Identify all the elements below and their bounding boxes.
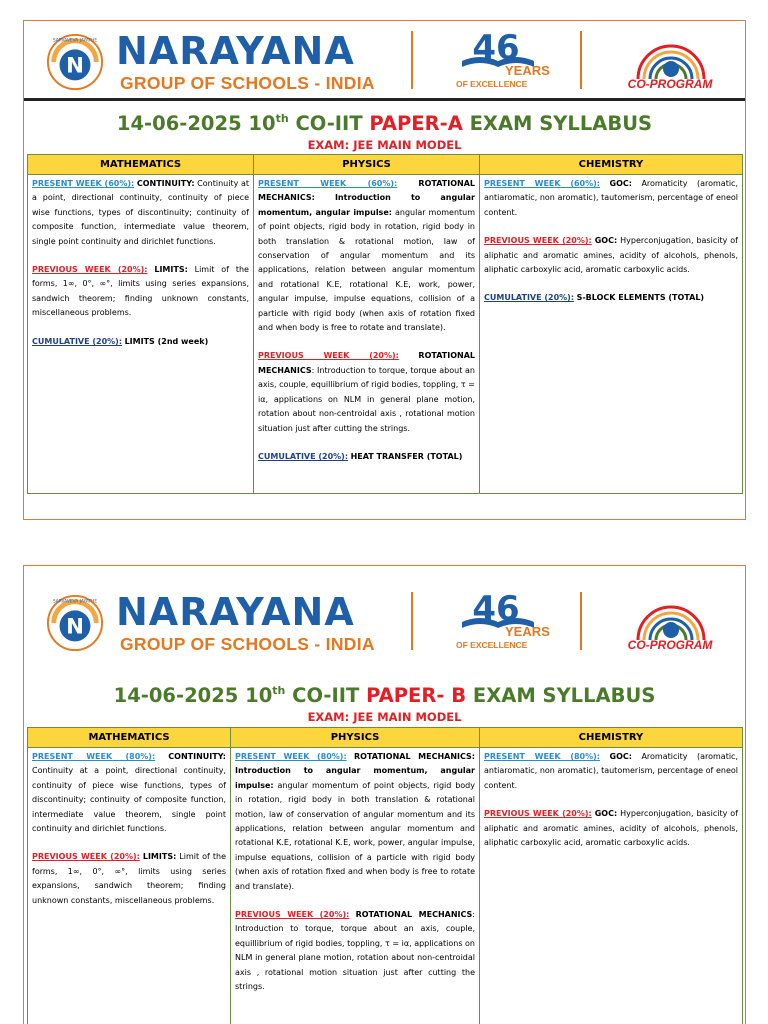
page-title [24,684,745,707]
header-rule [24,98,745,101]
previous-week-block [32,850,226,908]
present-week-label: PRESENT WEEK (60%): [484,179,600,188]
table-row [28,748,743,1024]
previous-week-block [32,263,249,321]
page-title [24,112,745,135]
syllabus-table [27,727,743,1024]
present-week-block [235,750,475,894]
topic-text: Continuity at a point, directional continuity, continuity of piece wise functions, types of discontinuity; continuity of composite function, intermediate value theorem, single point continuity and dirichlet functions. [32,179,249,246]
excellence-label: OF EXCELLENCE [456,79,528,89]
years-label: YEARS [505,63,550,78]
title-date: 14-06-2025 10 [116,112,276,135]
co-program-label: CO-PROGRAM [627,638,713,652]
present-week-block [32,750,226,836]
present-week-label: PRESENT WEEK (60%): [32,179,135,188]
brand-name: NARAYANA [116,590,355,634]
title-superscript: th [272,684,286,697]
title-paper: PAPER- B [366,684,467,707]
topic-text: Aromaticity (aromatic, antiaromatic, non aromatic), tautomerism, percentage of eneol content. [484,752,739,790]
previous-week-label: PREVIOUS WEEK (20%): [258,351,399,361]
brand-subtitle: GROUP OF SCHOOLS - INDIA [120,73,375,93]
title-course: CO-IIT [288,112,370,135]
table-row [28,175,743,494]
topic-name: ROTATIONAL MECHANICS [258,351,475,375]
cumulative-block [32,335,249,349]
mathematics-cell [28,748,231,1024]
syllabus-table [27,154,743,494]
previous-week-label: PREVIOUS WEEK (20%): [32,265,148,275]
topic-name: CONTINUITY: [136,179,195,188]
topic-text: angular momentum of point objects, rigid body in rotation, rigid body in both translation & rotational motion, law of conservation of angular momentum and its applications, relation between angular momentum and rotational K.E, rotational K.E, work, power, angular impulse, impulse equations, collision of a particle with rigid body (when axis of rotation fixed and when body is free to rotate and translate). [258,207,476,333]
logo-letter: N [66,614,84,640]
syllabus-sheet-paper-a [23,20,746,520]
table-header-row [28,728,743,748]
present-week-block [32,177,249,249]
narayana-logo-icon [46,33,104,91]
years-label: YEARS [505,624,550,639]
topic-name: LIMITS: [142,852,177,862]
previous-week-block [235,908,475,994]
column-header-chemistry: CHEMISTRY [480,155,743,175]
brand-subtitle: GROUP OF SCHOOLS - INDIA [120,634,375,654]
previous-week-label: PREVIOUS WEEK (20%): [32,852,140,862]
narayana-logo-icon [46,594,104,652]
previous-week-block [484,807,738,850]
topic-name: LIMITS (2nd week) [124,336,209,346]
topic-name: S-BLOCK ELEMENTS (TOTAL) [576,293,705,303]
chemistry-cell [480,748,743,1024]
present-week-block [484,177,738,220]
header-divider [580,592,582,650]
title-suffix: EXAM SYLLABUS [462,112,653,135]
topic-name: LIMITS: [154,265,188,275]
column-header-mathematics: MATHEMATICS [28,155,254,175]
topic-text: Limit of the forms, 1∞, 0°, ∞°, limits using series expansions, sandwich theorem; finding unknown constants, miscellaneous problems. [32,265,249,318]
title-suffix: EXAM SYLLABUS [466,684,656,707]
header-divider [411,31,413,89]
logo-arc-text: SARVAVEVA JAYATHE [52,38,98,44]
brand-name: NARAYANA [116,29,355,73]
topic-name: ROTATIONAL MECHANICS [355,910,473,920]
topic-text: Hyperconjugation, basicity of aliphatic and aromatic amines, acidity of alcohols, phenols, aliphatic carboxylic acid, aromatic carboxylic acids. [484,236,738,275]
physics-cell [254,175,480,494]
title-date: 14-06-2025 10 [113,684,273,707]
cumulative-label: CUMULATIVE (20%): [32,336,123,346]
header-divider [411,592,413,650]
present-week-label: PRESENT WEEK (80%): [32,752,156,761]
years-number: 46 [472,589,520,629]
topic-text: Hyperconjugation, basicity of aliphatic and aromatic amines, acidity of alcohols, phenols, aliphatic carboxylic acid, aromatic carboxylic acids. [484,809,738,848]
topic-text: Limit of the forms, 1∞, 0°, ∞°, limits using series expansions, sandwich theorem; finding unknown constants, miscellaneous problems. [32,852,226,905]
chemistry-cell [480,175,743,494]
physics-cell [231,748,480,1024]
topic-text: angular momentum of point objects, rigid body in rotation, rigid body in both translation & rotational motion, law of conservation of angular momentum and its applications, relation between angular momentum and rotational K.E, rotational K.E, work, power, angular impulse, impulse equations, collision of a particle with rigid body (when axis of rotation fixed and when body is free to rotate and translate). [235,780,475,891]
present-week-label: PRESENT WEEK (60%): [258,179,398,188]
topic-name: ROTATIONAL MECHANICS: Introduction to angular momentum, angular impulse: [235,752,475,790]
topic-name: CONTINUITY: [168,752,226,761]
topic-name: GOC: [609,179,632,188]
logo-arc-text: SARVAVEVA JAYATHE [52,599,98,605]
exam-subtitle: EXAM: JEE MAIN MODEL [307,710,462,724]
mathematics-cell [28,175,254,494]
previous-week-label: PREVIOUS WEEK (20%): [484,809,592,819]
exam-subtitle: EXAM: JEE MAIN MODEL [307,138,462,152]
present-week-block [258,177,475,335]
column-header-mathematics: MATHEMATICS [28,728,231,748]
present-week-block [484,750,738,793]
topic-text: : Introduction to torque, torque about an axis, couple, equillibrium of rigid bodies, toppling, τ = iα, applications on NLM in general plane motion, rotation about non-centroidal axis , rotational motion situation just after cutting the strings. [258,365,475,433]
sheet-header [24,582,745,660]
topic-name: HEAT TRANSFER (TOTAL) [350,451,463,461]
syllabus-sheet-paper-b [23,565,746,1024]
cumulative-block [258,450,475,464]
previous-week-block [258,349,475,435]
previous-week-label: PREVIOUS WEEK (20%): [235,910,350,920]
topic-name: GOC: [594,809,618,819]
cumulative-label: CUMULATIVE (20%): [484,293,575,303]
header-divider [580,31,582,89]
sheet-header [24,21,745,99]
excellence-label: OF EXCELLENCE [456,640,528,650]
title-paper: PAPER-A [369,112,463,135]
logo-letter: N [66,53,84,79]
years-number: 46 [472,28,520,68]
previous-week-label: PREVIOUS WEEK (20%): [484,236,592,246]
title-superscript: th [275,112,289,125]
present-week-label: PRESENT WEEK (80%): [484,752,600,761]
table-header-row [28,155,743,175]
co-program-label: CO-PROGRAM [627,77,713,91]
topic-text: Aromaticity (aromatic, antiaromatic, non aromatic), tautomerism, percentage of eneol content. [484,179,739,217]
column-header-chemistry: CHEMISTRY [480,728,743,748]
present-week-label: PRESENT WEEK (80%): [235,752,347,761]
topic-name: ROTATIONAL MECHANICS: Introduction to angular momentum, angular impulse: [258,179,475,217]
topic-text: Continuity at a point, directional continuity, continuity of piece wise functions, types of discontinuity; continuity of composite function, intermediate value theorem, single point continuity and dirichlet functions. [32,766,226,834]
cumulative-label: CUMULATIVE (20%): [258,451,349,461]
title-course: CO-IIT [285,684,367,707]
column-header-physics: PHYSICS [254,155,480,175]
cumulative-block [484,291,738,305]
previous-week-block [484,234,738,277]
topic-name: GOC: [594,236,618,246]
column-header-physics: PHYSICS [231,728,480,748]
topic-name: GOC: [609,752,632,761]
topic-text: : Introduction to torque, torque about an axis, couple, equillibrium of rigid bodies, toppling, τ = iα, applications on NLM in general plane motion, rotation about non-centroidal axis , rotational motion situation just after cutting the strings. [235,910,475,992]
